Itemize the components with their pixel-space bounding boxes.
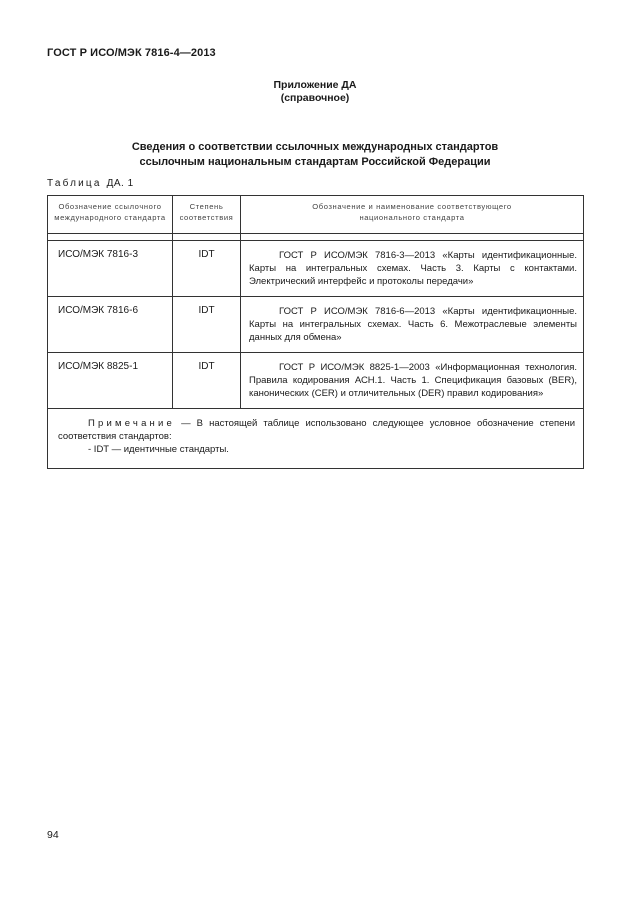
national-standard-cell: ГОСТ Р ИСО/МЭК 7816-3—2013 «Карты идентификационные. Карты на интегральных схемах. Часть 3. Карты с контактами. Электрический интерфейс и протоколы передачи» — [241, 241, 584, 297]
national-standard-cell: ГОСТ Р ИСО/МЭК 8825-1—2003 «Информационная технология. Правила кодирования АСН.1. Часть 1. Спецификация базовых (BER), канонических (CER) и отличительных (DER) правил кодирования» — [241, 353, 584, 409]
table-spacer-row — [48, 234, 584, 241]
intl-standard-cell: ИСО/МЭК 8825-1 — [48, 353, 173, 409]
standards-table — [47, 195, 584, 469]
table-note-row — [48, 409, 584, 469]
header-degree: Степень соответствия — [173, 196, 241, 234]
section-title-line-2: ссылочным национальным стандартам Российской Федерации — [139, 156, 491, 168]
intl-standard-cell: ИСО/МЭК 7816-3 — [48, 241, 173, 297]
document-code: ГОСТ Р ИСО/МЭК 7816-4—2013 — [47, 47, 216, 59]
table-header-row — [48, 196, 584, 234]
note-label: Примечание — [88, 418, 175, 429]
table-note — [48, 409, 584, 469]
note-item: - IDT — идентичные стандарты. — [88, 444, 229, 455]
intl-standard-cell: ИСО/МЭК 7816-6 — [48, 297, 173, 353]
appendix-heading — [0, 79, 630, 105]
degree-cell: IDT — [173, 241, 241, 297]
table-row — [48, 297, 584, 353]
table-caption-word: Таблица — [47, 178, 102, 189]
header-national-standard: Обозначение и наименование соответствующего национального стандарта — [241, 196, 584, 234]
appendix-title: Приложение ДА — [273, 79, 357, 91]
appendix-subtitle: (справочное) — [280, 92, 350, 104]
table-caption — [47, 178, 134, 189]
table-row — [48, 241, 584, 297]
section-title — [0, 140, 630, 170]
header-intl-standard: Обозначение ссылочного международного стандарта — [48, 196, 173, 234]
degree-cell: IDT — [173, 297, 241, 353]
page-number: 94 — [47, 829, 59, 841]
section-title-line-1: Сведения о соответствии ссылочных международных стандартов — [131, 141, 499, 153]
table-caption-number: ДА. 1 — [106, 178, 134, 189]
national-standard-cell: ГОСТ Р ИСО/МЭК 7816-6—2013 «Карты идентификационные. Карты на интегральных схемах. Часть 6. Межотраслевые элементы данных для обмена» — [241, 297, 584, 353]
degree-cell: IDT — [173, 353, 241, 409]
note-text: — В настоящей таблице использовано следующее условное обозначение степени соответствия стандартов: — [58, 418, 575, 442]
table-row — [48, 353, 584, 409]
